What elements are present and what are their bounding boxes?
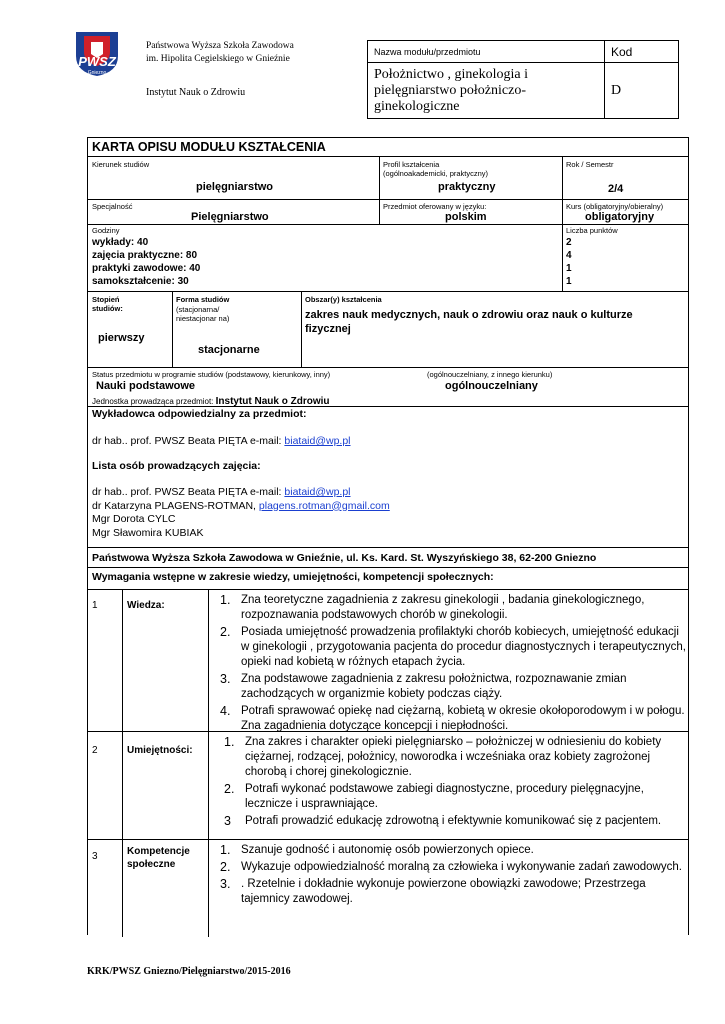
status-label: Status przedmiotu w programie studiów (podstawowy, kierunkowy, inny) [92, 370, 331, 379]
req-2-item-1 [216, 735, 686, 780]
staff-list [92, 486, 390, 540]
staff-list-heading: Lista osób prowadzących zajęcia: [92, 460, 261, 472]
logo-text: PWSZ [78, 54, 116, 69]
points-self-study: 1 [566, 276, 572, 287]
area-value: zakres nauk medycznych, nauk o zdrowiu oraz nauk o kulturze fizycznej [305, 309, 633, 335]
req-1-label: Wiedza: [127, 600, 165, 611]
req-1-item-3-text: Zna podstawowe zagadnienia z zakresu położnictwa, rozpoznawanie zmian zachodzących w organizmie kobiety podczas ciąży. [241, 673, 627, 700]
form-sub: (stacjonarna/ niestacjonar na) [176, 305, 230, 323]
module-box [367, 40, 679, 119]
req-1-item-1 [216, 593, 686, 623]
hours-internship: praktyki zawodowe: 40 [92, 263, 201, 274]
lecturer-heading: Wykładowca odpowiedzialny za przedmiot: [92, 408, 307, 420]
university-line1: Państwowa Wyższa Szkoła Zawodowa [146, 41, 294, 51]
req-3-item-2-num: 2. [220, 860, 231, 874]
address-text: Państwowa Wyższa Szkoła Zawodowa w Gnieźnie, ul. Ks. Kard. St. Wyszyńskiego 38, 62-200 Gniezno [92, 552, 597, 564]
lecturer-email-link[interactable]: biataid@wp.pl [284, 435, 351, 447]
status-value: Nauki podstawowe [96, 380, 196, 392]
profile-value: praktyczny [438, 181, 496, 193]
req-2-item-2-num: 2. [224, 782, 235, 796]
req-3-item-1-text: Szanuje godność i autonomię osób powierzonych opiece. [241, 844, 534, 856]
requirement-skills [88, 731, 688, 839]
field-label: Kierunek studiów [92, 160, 150, 169]
req-1-item-2 [216, 625, 686, 670]
module-card [87, 137, 689, 935]
lecturer-row [92, 435, 351, 447]
req-2-number: 2 [92, 745, 98, 756]
module-name-label: Nazwa modułu/przedmiotu [368, 41, 605, 63]
req-1-item-2-text: Posiada umiejętność prowadzenia profilaktyki chorób kobiecych, umiejętność edukacji w ginekologii , przygotowania pacjenta do procedur diagnostycznych i terapeutycznych, opieki nad kobietą w różnych etapach życia. [241, 626, 686, 668]
lang-label: Przedmiot oferowany w języku: [383, 202, 487, 211]
logo-subtext: Gniezno [87, 70, 107, 76]
staff-person-3: Mgr Dorota CYLC [92, 513, 176, 525]
req-1-item-4-text: Potrafi sprawować opiekę nad ciężarną, kobietą w okresie okołoporodowym i w połogu. Zna zagadnienia dotyczące koncepcji i niepłodności. [241, 705, 685, 732]
req-3-items [216, 843, 686, 909]
university-logo [72, 26, 122, 78]
hours-practical: zajęcia praktyczne: 80 [92, 250, 198, 261]
req-1-item-4-num: 4. [220, 704, 231, 718]
profile-sub: (ogólnoakademicki, praktyczny) [383, 169, 489, 178]
staff-person-1-name: dr hab.. prof. PWSZ Beata PIĘTA e-mail: [92, 486, 282, 498]
university-name [146, 40, 294, 66]
staff-person-2 [92, 500, 390, 514]
req-1-item-1-text: Zna teoretyczne zagadnienia z zakresu ginekologii , badania ginekologicznego, rozpoznawania podstawowych chorób w ginekologii. [241, 594, 645, 621]
req-3-item-3 [216, 877, 686, 907]
req-3-item-3-text: . Rzetelnie i dokładnie wykonuje powierzone obowiązki zawodowe; Przestrzega tajemnicy zawodowej. [241, 878, 646, 905]
req-1-item-4 [216, 704, 686, 734]
row-level [88, 291, 688, 367]
req-2-item-3-num: 3 [224, 814, 231, 828]
points-label: Liczba punktów [566, 226, 618, 235]
row-hours [88, 224, 688, 291]
req-2-label: Umiejętności: [127, 745, 193, 756]
staff-section [88, 406, 688, 547]
req-2-item-3-text: Potrafi prowadzić edukację zdrowotną i efektywnie komunikować się z pacjentem. [245, 815, 662, 827]
points-internship: 1 [566, 263, 572, 274]
staff-person-2-name: dr Katarzyna PLAGENS-ROTMAN, [92, 499, 256, 512]
hours-list [92, 236, 200, 288]
course-value: obligatoryjny [585, 211, 655, 223]
req-1-number: 1 [92, 600, 98, 611]
req-1-item-2-num: 2. [220, 625, 231, 639]
req-1-item-3-num: 3. [220, 672, 231, 686]
spec-label: Specjalność [92, 202, 133, 211]
row-status [88, 367, 688, 394]
hours-lectures: wykłady: 40 [92, 237, 149, 248]
year-value: 2/4 [608, 183, 624, 195]
scope-value: ogólnouczelniany [445, 380, 538, 392]
row-specialty [88, 199, 688, 224]
level-value: pierwszy [98, 332, 145, 344]
hours-label: Godziny [92, 226, 120, 235]
level-label: Stopień studiów: [92, 295, 123, 313]
points-list [566, 236, 572, 288]
req-2-item-3 [216, 814, 686, 829]
row-field [88, 156, 688, 199]
page-footer: KRK/PWSZ Gniezno/Pielęgniarstwo/2015-2016 [87, 966, 291, 977]
address-row [88, 547, 688, 567]
req-3-item-2-text: Wykazuje odpowiedzialność moralną za człowieka i wykonywanie zadań zawodowych. [241, 861, 682, 873]
course-label: Kurs (obligatoryjny/obieralny) [566, 202, 664, 211]
req-2-items [216, 735, 686, 831]
req-1-item-1-num: 1. [220, 593, 231, 607]
lang-value: polskim [445, 211, 487, 223]
form-label: Forma studiów [176, 295, 230, 304]
req-3-item-1 [216, 843, 686, 858]
requirements-heading-row [88, 567, 688, 589]
req-3-label: Kompetencje społeczne [127, 846, 190, 870]
module-code-label: Kod [605, 41, 679, 63]
university-line2: im. Hipolita Cegielskiego w Gnieźnie [146, 54, 290, 64]
req-2-item-1-num: 1. [224, 735, 235, 749]
req-2-item-1-text: Zna zakres i charakter opieki pielęgniarsko – położniczej w odniesieniu do kobiety ciężarnej, rodzącej, położnicy, noworodka i wcześniaka oraz kobiety zagrożonej chorobą i chorej ginekologicznie. [245, 736, 662, 778]
institute-name: Instytut Nauk o Zdrowiu [146, 87, 246, 98]
profile-label: Profil kształcenia [383, 160, 440, 169]
scope-label: (ogólnouczelniany, z innego kierunku) [427, 370, 553, 379]
req-2-item-2 [216, 782, 686, 812]
field-value: pielęgniarstwo [196, 181, 274, 193]
staff-person-2-email[interactable]: plagens.rotman@gmail.com [258, 499, 390, 512]
requirement-competences [88, 839, 688, 936]
staff-person-1 [92, 486, 390, 500]
hours-self-study: samokształcenie: 30 [92, 276, 189, 287]
points-lectures: 2 [566, 237, 572, 248]
module-code-value: D [605, 63, 679, 119]
unit-value: Instytut Nauk o Zdrowiu [215, 396, 330, 407]
requirement-knowledge [88, 589, 688, 731]
area-label: Obszar(y) kształcenia [305, 295, 382, 304]
points-practical: 4 [566, 250, 572, 261]
form-value: stacjonarne [198, 344, 260, 356]
year-label: Rok / Semestr [566, 160, 614, 169]
staff-person-4: Mgr Sławomira KUBIAK [92, 526, 204, 539]
req-1-items [216, 593, 686, 736]
staff-person-1-email[interactable]: biataid@wp.pl [284, 486, 351, 498]
req-3-item-1-num: 1. [220, 843, 231, 857]
req-3-number: 3 [92, 851, 98, 862]
requirements-heading: Wymagania wstępne w zakresie wiedzy, umiejętności, kompetencji społecznych: [92, 571, 494, 583]
req-3-item-2 [216, 860, 686, 875]
module-name-value: Położnictwo , ginekologia i pielęgniarstwo położniczo-ginekologiczne [368, 63, 605, 119]
lecturer-name: dr hab.. prof. PWSZ Beata PIĘTA e-mail: [92, 435, 282, 447]
req-3-item-3-num: 3. [220, 877, 231, 891]
spec-value: Pielęgniarstwo [191, 211, 269, 223]
card-title: KARTA OPISU MODUŁU KSZTAŁCENIA [92, 140, 326, 154]
req-1-item-3 [216, 672, 686, 702]
req-2-item-2-text: Potrafi wykonać podstawowe zabiegi diagnostyczne, procedury pielęgnacyjne, lecznicze i usprawniające. [245, 783, 644, 810]
unit-label: Jednostka prowadząca przedmiot: [92, 397, 214, 406]
